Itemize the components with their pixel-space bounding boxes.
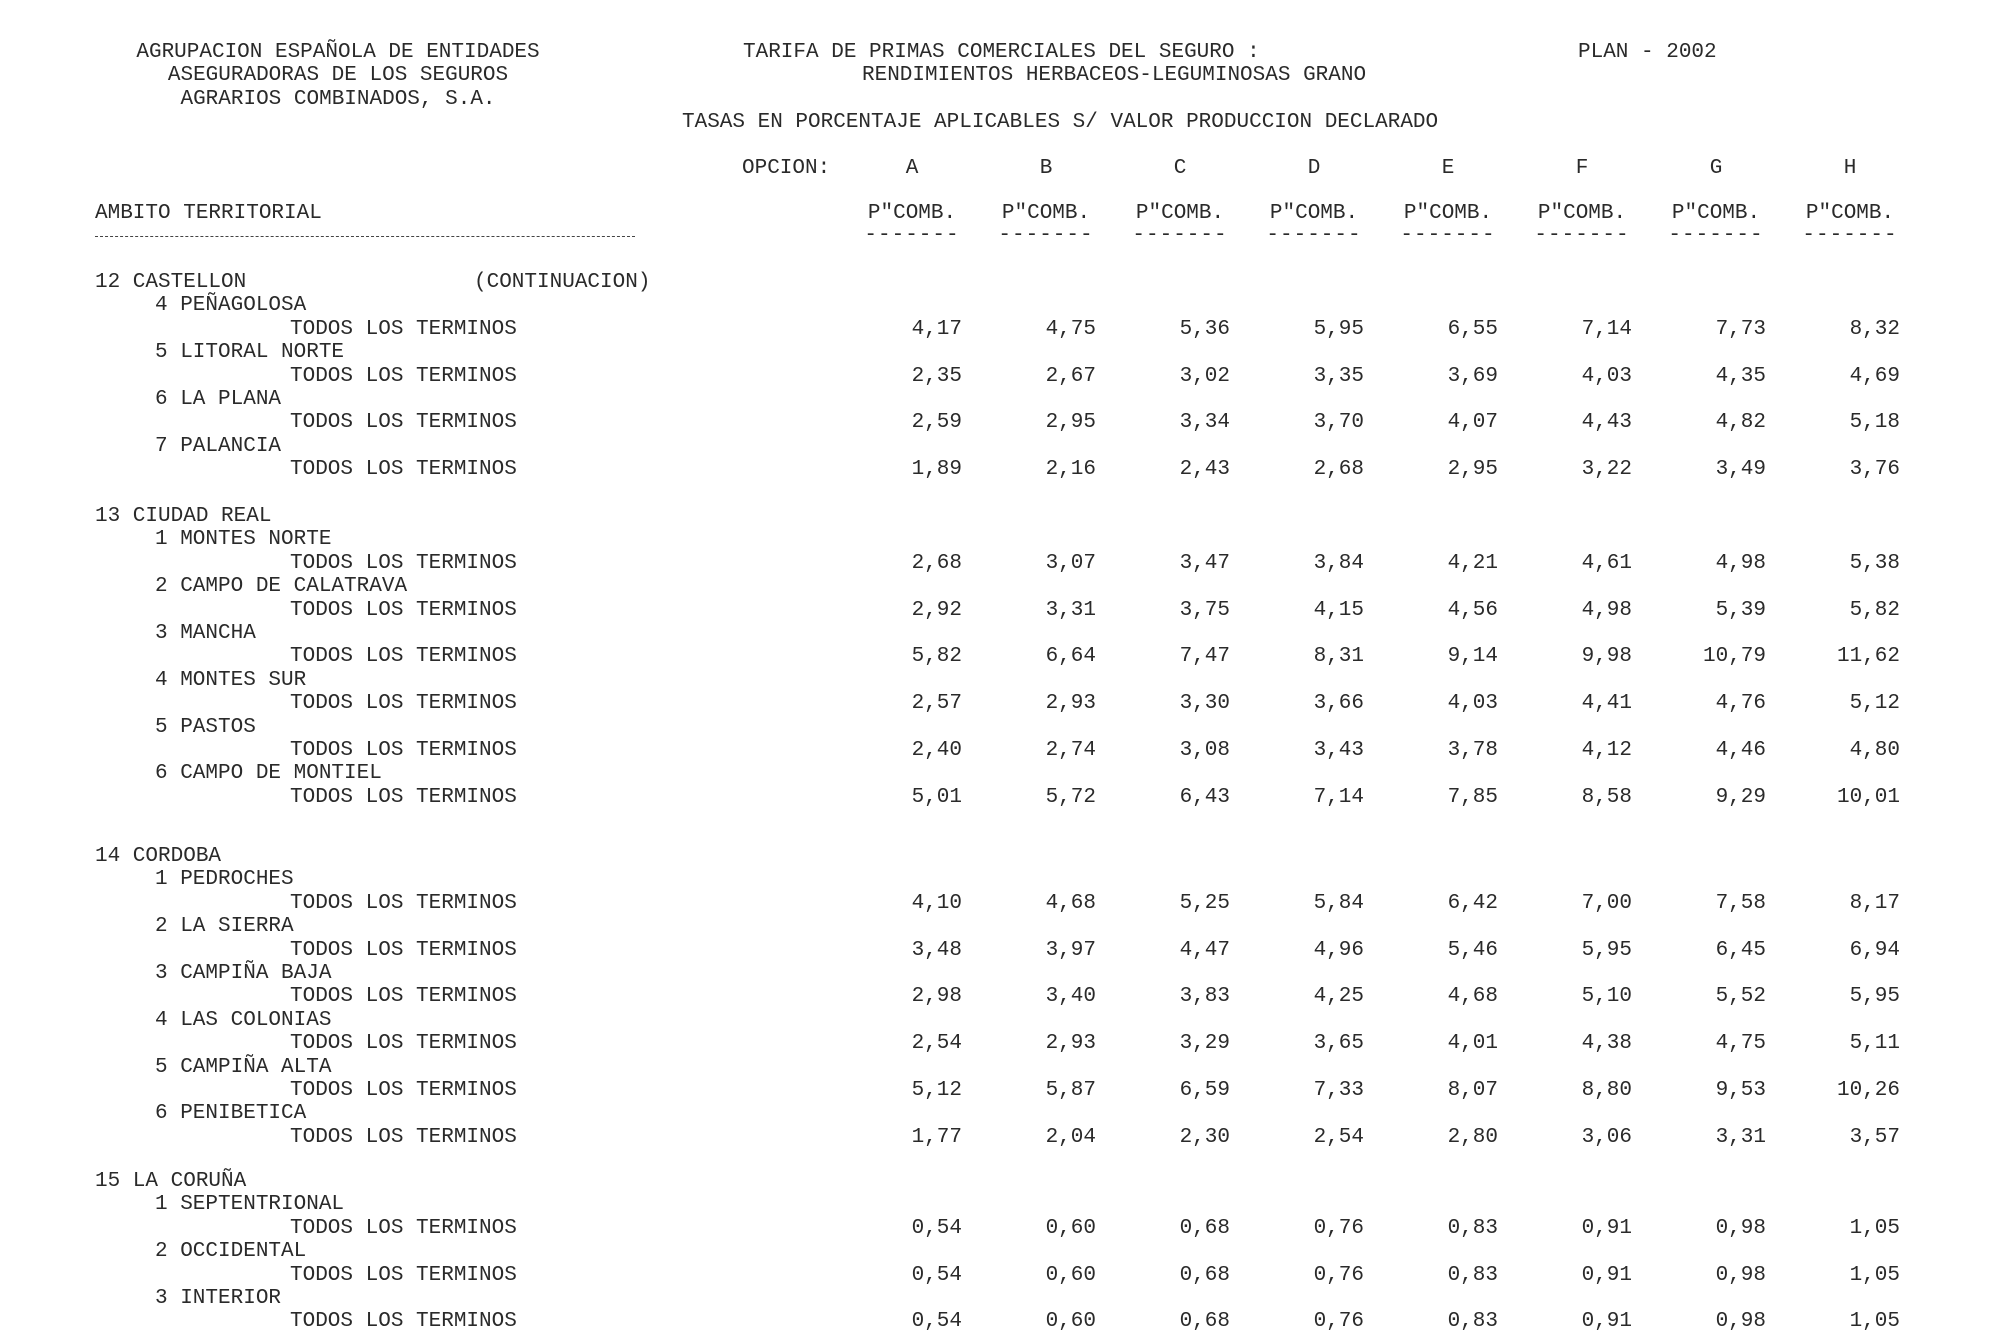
- rate-value-c: 3,30: [1179, 692, 1230, 716]
- rate-value-d: 3,70: [1313, 411, 1364, 435]
- rate-value-c: 3,29: [1179, 1032, 1230, 1056]
- rate-value-a: 1,77: [911, 1125, 962, 1149]
- rate-value-h: 10,26: [1836, 1079, 1900, 1102]
- rate-value-e: 2,80: [1447, 1125, 1498, 1149]
- rate-value-e: 8,07: [1447, 1079, 1498, 1102]
- rate-value-h: 5,95: [1849, 985, 1900, 1009]
- comarca-name: 3 INTERIOR: [155, 1287, 282, 1310]
- rate-value-a: 0,54: [911, 1310, 962, 1334]
- rate-value-d: 5,95: [1313, 317, 1364, 341]
- rate-value-f: 3,22: [1581, 458, 1632, 482]
- rate-value-f: 7,00: [1581, 891, 1632, 915]
- org-line-3: AGRARIOS COMBINADOS, S.A.: [180, 88, 496, 111]
- rate-value-d: 4,25: [1313, 985, 1364, 1009]
- rate-value-c: 3,83: [1179, 985, 1230, 1009]
- option-letter-e: E: [1441, 157, 1455, 180]
- rate-value-c: 2,43: [1179, 458, 1230, 482]
- option-subheader-dash-b: -------: [998, 224, 1094, 247]
- rate-value-f: 4,41: [1581, 692, 1632, 716]
- rate-value-d: 2,68: [1313, 458, 1364, 482]
- option-subheader-dash-h: -------: [1802, 224, 1898, 247]
- comarca-name: 4 LAS COLONIAS: [155, 1008, 332, 1032]
- rate-value-h: 8,32: [1849, 317, 1900, 341]
- term-label: TODOS LOS TERMINOS: [290, 1125, 517, 1149]
- rate-value-b: 3,97: [1045, 938, 1096, 962]
- rate-value-b: 2,93: [1045, 1032, 1096, 1056]
- comarca-name: 4 MONTES SUR: [155, 668, 307, 692]
- rate-value-g: 7,73: [1715, 317, 1766, 341]
- option-subheader-dash-e: -------: [1400, 224, 1496, 247]
- rate-value-b: 6,64: [1045, 645, 1096, 669]
- rate-value-c: 5,36: [1179, 317, 1230, 341]
- rate-value-h: 10,01: [1836, 785, 1900, 809]
- rate-value-f: 3,06: [1581, 1125, 1632, 1149]
- term-label: TODOS LOS TERMINOS: [290, 598, 517, 622]
- option-letter-h: H: [1843, 157, 1857, 180]
- rate-value-h: 3,76: [1849, 458, 1900, 482]
- rate-value-c: 3,47: [1179, 551, 1230, 575]
- term-label: TODOS LOS TERMINOS: [290, 458, 517, 482]
- option-subheader-c: P"COMB.: [1135, 202, 1225, 225]
- rate-value-e: 3,78: [1447, 739, 1498, 762]
- rate-value-f: 8,80: [1581, 1079, 1632, 1102]
- term-label: TODOS LOS TERMINOS: [290, 985, 517, 1009]
- rate-value-a: 2,68: [911, 551, 962, 575]
- option-letter-c: C: [1173, 157, 1187, 180]
- comarca-name: 3 MANCHA: [155, 622, 256, 645]
- comarca-name: 6 PENIBETICA: [155, 1102, 307, 1126]
- rate-value-a: 5,12: [911, 1079, 962, 1102]
- rate-value-a: 4,10: [911, 891, 962, 915]
- rate-value-g: 4,75: [1715, 1032, 1766, 1056]
- comarca-name: 5 LITORAL NORTE: [155, 341, 345, 365]
- rate-value-b: 2,67: [1045, 364, 1096, 388]
- rate-value-f: 5,95: [1581, 938, 1632, 962]
- comarca-name: 6 LA PLANA: [155, 388, 282, 411]
- province-name: 13 CIUDAD REAL: [95, 505, 272, 528]
- term-label: TODOS LOS TERMINOS: [290, 938, 517, 962]
- term-label: TODOS LOS TERMINOS: [290, 1216, 517, 1240]
- rate-value-b: 2,93: [1045, 692, 1096, 716]
- rate-value-b: 4,75: [1045, 317, 1096, 341]
- rate-value-e: 0,83: [1447, 1310, 1498, 1334]
- rate-value-f: 0,91: [1581, 1216, 1632, 1240]
- rate-value-b: 2,95: [1045, 411, 1096, 435]
- rate-value-b: 0,60: [1045, 1216, 1096, 1240]
- rate-value-c: 7,47: [1179, 645, 1230, 669]
- rate-value-a: 1,89: [911, 458, 962, 482]
- option-letter-b: B: [1039, 157, 1053, 180]
- term-label: TODOS LOS TERMINOS: [290, 1263, 517, 1287]
- rate-value-e: 0,83: [1447, 1216, 1498, 1240]
- rate-value-a: 2,40: [911, 739, 962, 762]
- option-subheader-b: P"COMB.: [1001, 202, 1091, 225]
- rate-value-d: 8,31: [1313, 645, 1364, 669]
- rate-value-f: 0,91: [1581, 1310, 1632, 1334]
- rate-value-b: 5,87: [1045, 1079, 1096, 1102]
- rate-value-d: 2,54: [1313, 1125, 1364, 1149]
- rate-value-h: 4,69: [1849, 364, 1900, 388]
- rate-value-b: 2,16: [1045, 458, 1096, 482]
- rate-value-f: 8,58: [1581, 785, 1632, 809]
- org-line-2: ASEGURADORAS DE LOS SEGUROS: [167, 64, 509, 87]
- rate-value-b: 0,60: [1045, 1310, 1096, 1334]
- option-letter-a: A: [905, 157, 919, 180]
- rate-value-d: 7,33: [1313, 1079, 1364, 1102]
- rate-value-d: 0,76: [1313, 1310, 1364, 1334]
- option-letter-g: G: [1709, 157, 1723, 180]
- rate-value-b: 0,60: [1045, 1263, 1096, 1287]
- comarca-name: 4 PEÑAGOLOSA: [155, 294, 307, 318]
- rate-value-e: 4,07: [1447, 411, 1498, 435]
- rate-value-c: 6,59: [1179, 1079, 1230, 1102]
- rate-value-c: 3,34: [1179, 411, 1230, 435]
- option-subheader-g: P"COMB.: [1671, 202, 1761, 225]
- comarca-name: 3 CAMPIÑA BAJA: [155, 962, 332, 985]
- rate-value-f: 4,12: [1581, 739, 1632, 762]
- rate-value-f: 4,38: [1581, 1032, 1632, 1056]
- rate-value-d: 3,65: [1313, 1032, 1364, 1056]
- rate-value-a: 0,54: [911, 1216, 962, 1240]
- rate-value-g: 4,46: [1715, 739, 1766, 762]
- province-name: 12 CASTELLON: [95, 271, 247, 294]
- rate-value-h: 5,12: [1849, 692, 1900, 716]
- rate-value-g: 0,98: [1715, 1263, 1766, 1287]
- rate-value-d: 4,96: [1313, 938, 1364, 962]
- rate-value-e: 3,69: [1447, 364, 1498, 388]
- rate-value-g: 9,53: [1715, 1079, 1766, 1102]
- continuation-label: (CONTINUACION): [474, 271, 651, 294]
- term-label: TODOS LOS TERMINOS: [290, 1032, 517, 1056]
- rate-value-g: 6,45: [1715, 938, 1766, 962]
- rate-value-g: 3,49: [1715, 458, 1766, 482]
- comarca-name: 1 SEPTENTRIONAL: [155, 1193, 345, 1217]
- rate-value-d: 5,84: [1313, 891, 1364, 915]
- plan-label: PLAN - 2002: [1578, 41, 1717, 64]
- rate-value-c: 4,47: [1179, 938, 1230, 962]
- rate-value-c: 5,25: [1179, 891, 1230, 915]
- comarca-name: 1 PEDROCHES: [155, 868, 294, 892]
- title-line-2: RENDIMIENTOS HERBACEOS-LEGUMINOSAS GRANO: [862, 64, 1367, 87]
- rate-value-f: 4,43: [1581, 411, 1632, 435]
- rate-value-h: 5,38: [1849, 551, 1900, 575]
- rate-value-b: 3,31: [1045, 598, 1096, 622]
- province-name: 15 LA CORUÑA: [95, 1170, 247, 1193]
- rate-value-h: 5,82: [1849, 598, 1900, 622]
- comarca-name: 5 CAMPIÑA ALTA: [155, 1055, 332, 1079]
- title-line-1: TARIFA DE PRIMAS COMERCIALES DEL SEGURO :: [743, 41, 1260, 64]
- province-name: 14 CORDOBA: [95, 845, 222, 868]
- term-label: TODOS LOS TERMINOS: [290, 785, 517, 809]
- rate-value-d: 0,76: [1313, 1263, 1364, 1287]
- option-subheader-dash-d: -------: [1266, 224, 1362, 247]
- rate-value-b: 5,72: [1045, 785, 1096, 809]
- rate-value-g: 4,82: [1715, 411, 1766, 435]
- term-label: TODOS LOS TERMINOS: [290, 364, 517, 388]
- option-subheader-dash-g: -------: [1668, 224, 1764, 247]
- rate-value-c: 0,68: [1179, 1310, 1230, 1334]
- rate-value-g: 4,98: [1715, 551, 1766, 575]
- rate-value-g: 10,79: [1702, 645, 1766, 669]
- rate-value-c: 3,02: [1179, 364, 1230, 388]
- option-letter-d: D: [1307, 157, 1321, 180]
- rate-value-g: 4,76: [1715, 692, 1766, 716]
- rate-value-c: 3,75: [1179, 598, 1230, 622]
- opcion-label: OPCION:: [742, 157, 831, 180]
- term-label: TODOS LOS TERMINOS: [290, 411, 517, 435]
- rate-value-c: 0,68: [1179, 1263, 1230, 1287]
- rate-value-a: 2,57: [911, 692, 962, 716]
- rate-value-f: 4,03: [1581, 364, 1632, 388]
- rate-value-d: 3,66: [1313, 692, 1364, 716]
- rate-value-e: 4,21: [1447, 551, 1498, 575]
- rate-value-e: 4,56: [1447, 598, 1498, 622]
- ambito-underline: [95, 236, 635, 237]
- rate-value-d: 3,35: [1313, 364, 1364, 388]
- comarca-name: 2 OCCIDENTAL: [155, 1240, 307, 1264]
- option-subheader-h: P"COMB.: [1805, 202, 1895, 225]
- rate-value-a: 5,01: [911, 785, 962, 809]
- comarca-name: 7 PALANCIA: [155, 434, 282, 458]
- rate-value-d: 3,43: [1313, 739, 1364, 762]
- term-label: TODOS LOS TERMINOS: [290, 317, 517, 341]
- rate-value-f: 0,91: [1581, 1263, 1632, 1287]
- rate-value-e: 4,68: [1447, 985, 1498, 1009]
- comarca-name: 2 CAMPO DE CALATRAVA: [155, 575, 408, 599]
- rate-value-d: 3,84: [1313, 551, 1364, 575]
- comarca-name: 2 LA SIERRA: [155, 915, 294, 939]
- rate-value-a: 5,82: [911, 645, 962, 669]
- option-subheader-a: P"COMB.: [867, 202, 957, 225]
- rate-value-h: 4,80: [1849, 739, 1900, 762]
- rate-value-e: 7,85: [1447, 785, 1498, 809]
- rate-value-f: 9,98: [1581, 645, 1632, 669]
- rate-value-b: 3,07: [1045, 551, 1096, 575]
- rate-value-a: 2,35: [911, 364, 962, 388]
- rate-value-a: 2,92: [911, 598, 962, 622]
- rate-value-g: 0,98: [1715, 1216, 1766, 1240]
- rate-value-h: 1,05: [1849, 1216, 1900, 1240]
- rate-value-e: 2,95: [1447, 458, 1498, 482]
- rate-value-h: 8,17: [1849, 891, 1900, 915]
- option-subheader-e: P"COMB.: [1403, 202, 1493, 225]
- rate-value-b: 2,74: [1045, 739, 1096, 762]
- rate-value-a: 2,54: [911, 1032, 962, 1056]
- rate-value-a: 2,59: [911, 411, 962, 435]
- rate-value-e: 6,42: [1447, 891, 1498, 915]
- org-line-1: AGRUPACION ESPAÑOLA DE ENTIDADES: [136, 41, 540, 64]
- option-subheader-dash-f: -------: [1534, 224, 1630, 247]
- option-letter-f: F: [1575, 157, 1589, 180]
- rate-value-c: 6,43: [1179, 785, 1230, 809]
- rate-value-a: 2,98: [911, 985, 962, 1009]
- rate-value-e: 9,14: [1447, 645, 1498, 669]
- term-label: TODOS LOS TERMINOS: [290, 551, 517, 575]
- rate-value-f: 7,14: [1581, 317, 1632, 341]
- rate-value-h: 1,05: [1849, 1263, 1900, 1287]
- option-subheader-dash-a: -------: [864, 224, 960, 247]
- rate-value-a: 3,48: [911, 938, 962, 962]
- rate-value-e: 6,55: [1447, 317, 1498, 341]
- rate-value-g: 9,29: [1715, 785, 1766, 809]
- rate-value-f: 4,98: [1581, 598, 1632, 622]
- rate-value-b: 3,40: [1045, 985, 1096, 1009]
- rate-value-e: 0,83: [1447, 1263, 1498, 1287]
- rate-value-h: 3,57: [1849, 1125, 1900, 1149]
- rate-value-d: 4,15: [1313, 598, 1364, 622]
- rate-value-a: 0,54: [911, 1263, 962, 1287]
- rate-value-b: 4,68: [1045, 891, 1096, 915]
- rate-value-g: 0,98: [1715, 1310, 1766, 1334]
- subtitle: TASAS EN PORCENTAJE APLICABLES S/ VALOR PRODUCCION DECLARADO: [682, 111, 1439, 134]
- rate-value-f: 5,10: [1581, 985, 1632, 1009]
- rate-value-g: 3,31: [1715, 1125, 1766, 1149]
- option-subheader-dash-c: -------: [1132, 224, 1228, 247]
- rate-value-e: 4,03: [1447, 692, 1498, 716]
- option-subheader-d: P"COMB.: [1269, 202, 1359, 225]
- term-label: TODOS LOS TERMINOS: [290, 891, 517, 915]
- rate-value-g: 5,39: [1715, 598, 1766, 622]
- option-subheader-f: P"COMB.: [1537, 202, 1627, 225]
- rate-value-h: 11,62: [1836, 645, 1900, 669]
- rate-value-h: 1,05: [1849, 1310, 1900, 1334]
- rate-value-d: 0,76: [1313, 1216, 1364, 1240]
- rate-value-a: 4,17: [911, 317, 962, 341]
- rate-value-c: 3,08: [1179, 739, 1230, 762]
- rate-value-h: 6,94: [1849, 938, 1900, 962]
- rate-value-g: 4,35: [1715, 364, 1766, 388]
- term-label: TODOS LOS TERMINOS: [290, 1079, 517, 1102]
- rate-value-c: 2,30: [1179, 1125, 1230, 1149]
- rate-value-g: 5,52: [1715, 985, 1766, 1009]
- comarca-name: 5 PASTOS: [155, 715, 256, 739]
- rate-value-d: 7,14: [1313, 785, 1364, 809]
- rate-value-g: 7,58: [1715, 891, 1766, 915]
- rate-value-b: 2,04: [1045, 1125, 1096, 1149]
- term-label: TODOS LOS TERMINOS: [290, 1310, 517, 1334]
- term-label: TODOS LOS TERMINOS: [290, 645, 517, 669]
- term-label: TODOS LOS TERMINOS: [290, 692, 517, 716]
- term-label: TODOS LOS TERMINOS: [290, 739, 517, 762]
- comarca-name: 1 MONTES NORTE: [155, 528, 332, 552]
- rate-value-e: 5,46: [1447, 938, 1498, 962]
- rate-value-c: 0,68: [1179, 1216, 1230, 1240]
- comarca-name: 6 CAMPO DE MONTIEL: [155, 762, 382, 786]
- rate-value-h: 5,11: [1849, 1032, 1900, 1056]
- ambito-label: AMBITO TERRITORIAL: [95, 202, 322, 225]
- rate-value-h: 5,18: [1849, 411, 1900, 435]
- rate-value-e: 4,01: [1447, 1032, 1498, 1056]
- rate-value-f: 4,61: [1581, 551, 1632, 575]
